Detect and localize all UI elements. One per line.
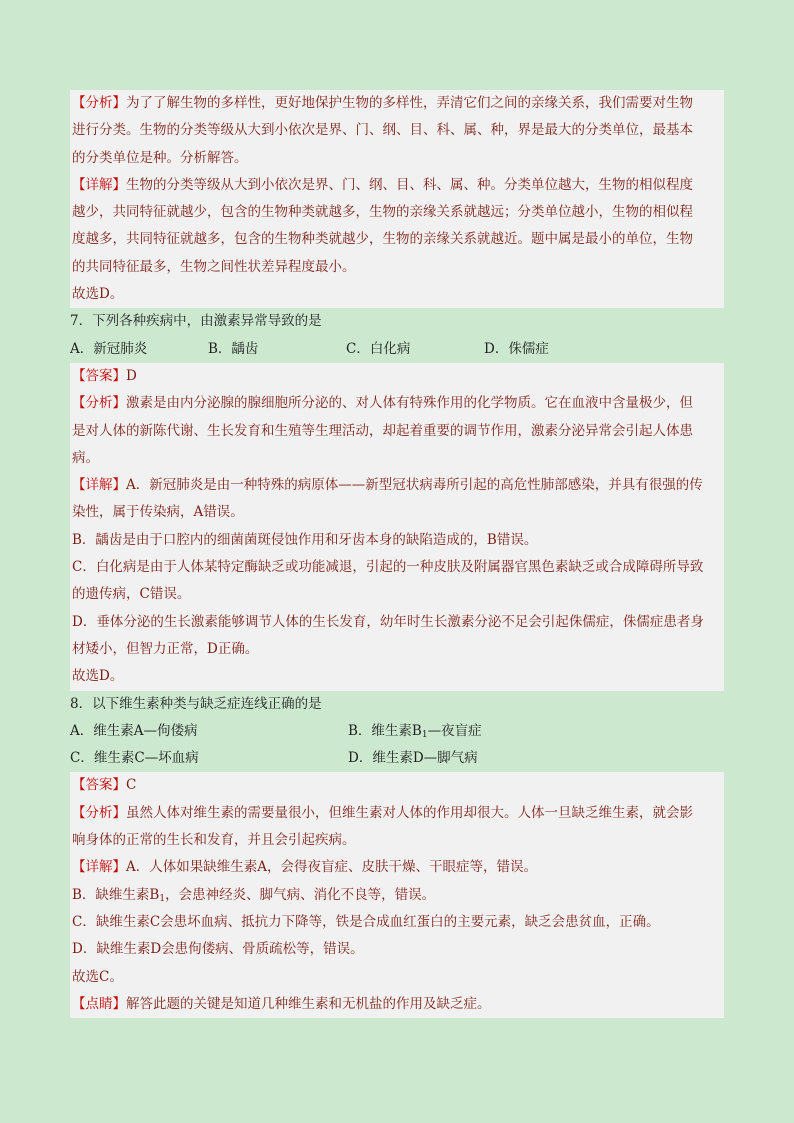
detail-tag: 【详解】 [72, 176, 126, 193]
detail-tag: 【详解】 [72, 859, 126, 876]
q7-options [70, 336, 724, 363]
q7-detail-line-d1: D．垂体分泌的生长激素能够调节人体的生长发育，幼年时生长激素分泌不足会引起侏儒症，侏儒症患者身 [72, 613, 704, 630]
q7-detail-line-d2: 材矮小，但智力正常，D正确。 [72, 640, 259, 657]
q8-tip: 【点睛】解答此题的关键是知道几种维生素和无机盐的作用及缺乏症。 [72, 995, 491, 1012]
q6-conclusion: 故选D。 [72, 286, 124, 303]
q6-detail-line-2: 越少，共同特征就越少，包含的生物种类就越多，生物的亲缘关系就越远；分类单位越小，生物的相似程 [72, 204, 693, 221]
q8-options-row-1 [70, 718, 724, 745]
q7-conclusion: 故选D。 [72, 668, 124, 685]
q6-analysis-line-3: 的分类单位是种。分析解答。 [72, 149, 248, 166]
analysis-tag: 【分析】 [72, 395, 126, 412]
q8-analysis-line-2: 响身体的正常的生长和发育，并且会引起疾病。 [72, 832, 356, 849]
q7-option-c: C．白化病 [346, 340, 411, 357]
tip-tag: 【点睛】 [72, 995, 126, 1012]
q7-analysis-line-2: 是对人体的新陈代谢、生长发育和生殖等生理活动，却起着重要的调节作用，激素分泌异常会引起人体患 [72, 422, 693, 439]
q7-detail-line-a1: 【详解】A．新冠肺炎是由一种特殊的病原体——新型冠状病毒所引起的高危性肺部感染，并具有很强的传 [72, 477, 703, 494]
q8-detail-line-c: C．缺维生素C会患坏血病、抵抗力下降等，铁是合成血红蛋白的主要元素，缺乏会患贫血，正确。 [72, 913, 660, 930]
q7-detail-line-b1: B．龋齿是由于口腔内的细菌菌斑侵蚀作用和牙齿本身的缺陷造成的，B错误。 [72, 531, 538, 548]
answer-tag: 【答案】 [72, 367, 126, 384]
q8-answer: 【答案】C [72, 777, 137, 794]
q7-analysis-line-3: 病。 [72, 449, 99, 466]
analysis-tag: 【分析】 [72, 804, 126, 821]
detail-tag: 【详解】 [72, 477, 126, 494]
q6-detail-line-4: 的共同特征最多，生物之间性状差异程度最小。 [72, 258, 356, 275]
analysis-tag: 【分析】 [72, 95, 126, 111]
answer-tag: 【答案】 [72, 777, 126, 794]
q6-explanation-box [70, 90, 724, 308]
q8-option-b: B．维生素$B_1—$夜盲症 [348, 722, 482, 740]
q7-option-b: B．龋齿 [208, 340, 259, 357]
q8-option-d: D．维生素D—脚气病 [348, 750, 478, 767]
q8-question: 8．以下维生素种类与缺乏症连线正确的是 [70, 695, 322, 712]
q8-option-a: A．维生素A—佝偻病 [70, 722, 198, 739]
q6-detail-line-1: 【详解】生物的分类等级从大到小依次是界、门、纲、目、科、属、种。分类单位越大，生物的相似程度 [72, 176, 693, 193]
q7-analysis-line-1: 【分析】激素是由内分泌腺的腺细胞所分泌的、对人体有特殊作用的化学物质。它在血液中含量极少，但 [72, 395, 693, 412]
q6-analysis-line-1: 【分析】为了了解生物的多样性，更好地保护生物的多样性，弄清它们之间的亲缘关系，我们需要对生物 [72, 95, 693, 111]
q8-option-c: C．维生素C—坏血病 [70, 750, 199, 767]
document-page [70, 90, 724, 1018]
q6-analysis-line-2: 进行分类。生物的分类等级从大到小依次是界、门、纲、目、科、属、种，界是最大的分类单位，最基本 [72, 122, 693, 139]
q7-question: 7．下列各种疾病中，由激素异常导致的是 [70, 313, 322, 330]
q7-option-d: D．侏儒症 [484, 340, 549, 357]
q7-detail-line-a2: 染性，属于传染病，A错误。 [72, 504, 244, 521]
q8-options-row-2 [70, 745, 724, 772]
q7-answer: 【答案】D [72, 367, 137, 384]
q8-explanation-box [70, 772, 724, 1018]
q7-option-a: A．新冠肺炎 [70, 340, 148, 357]
q7-detail-line-c2: 的遗传病，C错误。 [72, 586, 191, 603]
q6-detail-line-3: 度越多，共同特征就越多，包含的生物种类就越少，生物的亲缘关系就越近。题中属是最小的单位，生物 [72, 231, 693, 248]
q7-detail-line-c1: C．白化病是由于人体某特定酶缺乏或功能减退，引起的一种皮肤及附属器官黑色素缺乏或合成障碍所导致 [72, 559, 704, 576]
q8-detail-line-d: D．缺维生素D会患佝偻病、骨质疏松等，错误。 [72, 941, 364, 958]
q8-detail-line-a: 【详解】A．人体如果缺维生素A，会得夜盲症、皮肤干燥、干眼症等，错误。 [72, 859, 537, 876]
q8-analysis-line-1: 【分析】虽然人体对维生素的需要量很小，但维生素对人体的作用却很大。人体一旦缺乏维生素，就会影 [72, 804, 693, 821]
q7-explanation-box [70, 363, 724, 691]
q8-conclusion: 故选C。 [72, 968, 123, 985]
q8-detail-line-b: B．缺维生素$B_1$，会患神经炎、脚气病、消化不良等，错误。 [72, 886, 436, 904]
